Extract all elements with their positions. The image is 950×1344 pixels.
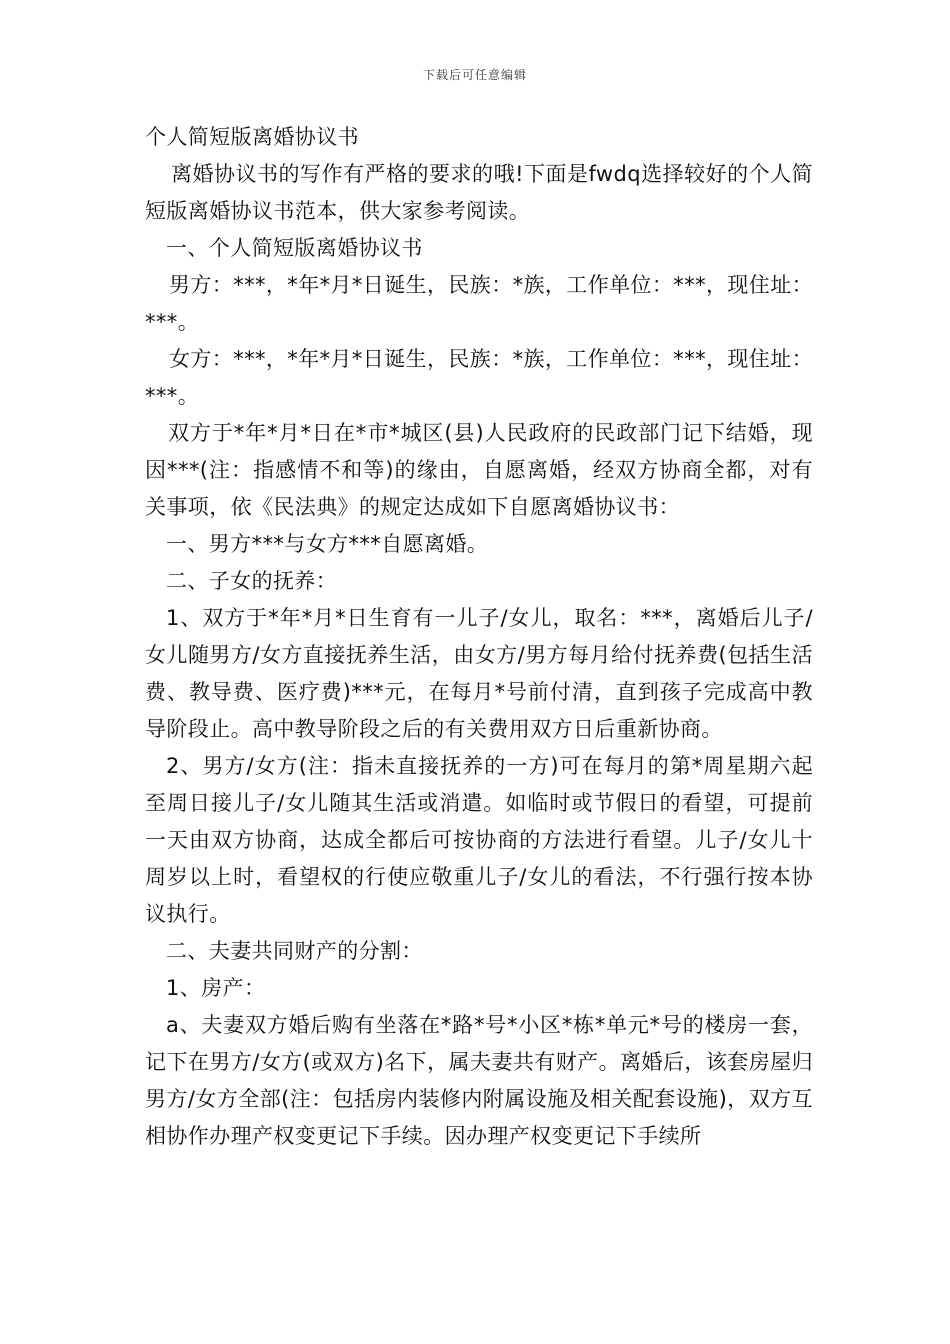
clause-property-real-estate: 1、房产： xyxy=(166,976,266,1000)
marriage-background: 双方于*年*月*日在*市*城区(县)人民政府的民政部门记下结婚，现因***(注：指感情不和等)的缘由，自愿离婚，经双方协商全都，对有关事项，依《民法典》的规定达成如下自愿离婚协议书： xyxy=(145,421,813,519)
clause-voluntary-divorce: 一、男方***与女方***自愿离婚。 xyxy=(166,532,489,556)
section-heading-agreement: 一、个人简短版离婚协议书 xyxy=(166,236,423,260)
clause-child-custody-heading: 二、子女的抚养： xyxy=(166,569,338,593)
male-party-info: 男方：***，*年*月*日诞生，民族：*族，工作单位：***，现住址：***。 xyxy=(145,273,813,334)
clause-child-custody-2: 2、男方/女方(注：指未直接抚养的一方)可在每月的第*周星期六起至周日接儿子/女儿随其生活或消遣。如临时或节假日的看望，可提前一天由双方协商，达成全都后可按协商的方法进行看望。儿子/女儿十周岁以上时，看望权的行使应敬重儿子/女儿的看法，不行强行按本协议执行。 xyxy=(145,754,813,926)
clause-property-real-estate-a: a、夫妻双方婚后购有坐落在*路*号*小区*栋*单元*号的楼房一套，记下在男方/女方(或双方)名下，属夫妻共有财产。离婚后，该套房屋归男方/女方全部(注：包括房内装修内附属设施及相关配套设施)，双方互相协作办理产权变更记下手续。因办理产权变更记下手续所 xyxy=(145,1013,813,1148)
document-body xyxy=(145,119,813,1155)
female-party-info: 女方：***，*年*月*日诞生，民族：*族，工作单位：***，现住址：***。 xyxy=(145,347,813,408)
clause-property-heading: 二、夫妻共同财产的分割： xyxy=(166,939,423,963)
intro-paragraph: 离婚协议书的写作有严格的要求的哦!下面是fwdq选择较好的个人简短版离婚协议书范本，供大家参考阅读。 xyxy=(145,162,813,223)
header-note: 下载后可任意编辑 xyxy=(422,68,527,82)
clause-child-custody-1: 1、双方于*年*月*日生育有一儿子/女儿，取名：***，离婚后儿子/女儿随男方/女方直接抚养生活，由女方/男方每月给付抚养费(包括生活费、教导费、医疗费)***元，在每月*号前付清，直到孩子完成高中教导阶段止。高中教导阶段之后的有关费用双方日后重新协商。 xyxy=(145,606,813,741)
document-title: 个人简短版离婚协议书 xyxy=(145,125,359,149)
